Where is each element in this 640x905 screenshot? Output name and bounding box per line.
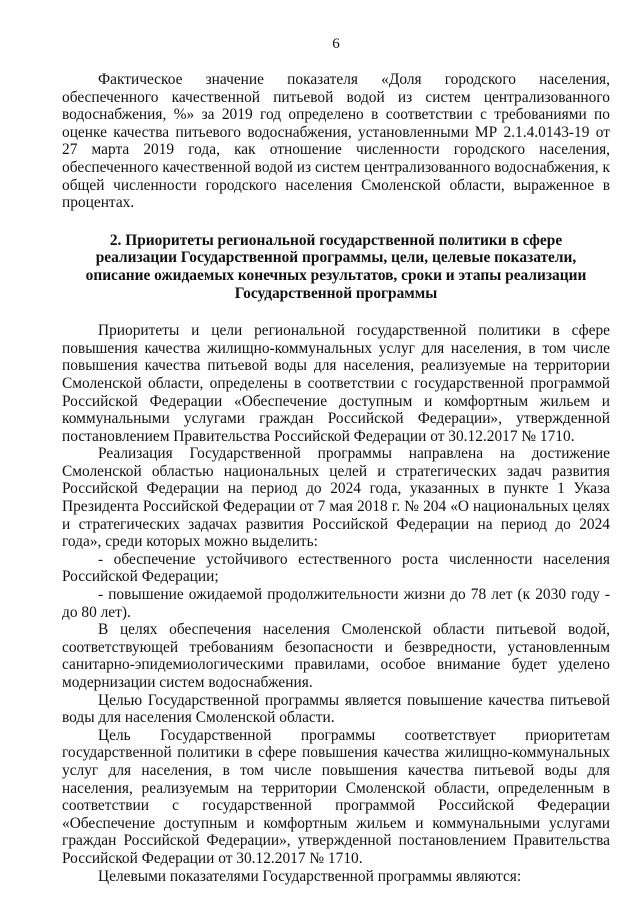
paragraph-target-indicators: Целевыми показателями Государственной программы являются: [98, 867, 522, 885]
intro-paragraph: Фактическое значение показателя «Доля городского населения, обеспеченного качественной питьевой водой из систем централизованного водоснабжения, %» за 2019 год определено в соответствии с требованиями по оценке качества питьевого водоснабжения, установленными МР 2.1.4.0143-19 от 27 марта 2019 года, как отношение численности городского населения, обеспеченного качественной водой из систем централизованного водоснабжения, к общей численности городского населения Смоленской области, выраженное в процентах. [62, 71, 610, 212]
paragraph-program-goal: Целью Государственной программы является повышение качества питьевой воды для населения Смоленской области. [62, 691, 610, 727]
document-page [62, 36, 610, 885]
paragraph-priorities: Приоритеты и цели региональной государственной политики в сфере повышения качества жилищно-коммунальных услуг для населения, в том числе повышения качества питьевой воды для населения, реализуемые на территории Смоленской области, определены в соответствии с государственной программой Российской Федерации «Обеспечение доступным и комфортным жильем и коммунальными услугами граждан Российской Федерации», утвержденной постановлением Правительства Российской Федерации от 30.12.2017 № 1710. [62, 322, 610, 445]
paragraph-water-supply: В целях обеспечения населения Смоленской области питьевой водой, соответствующей требованиям безопасности и безвредности, установленным санитарно-эпидемиологическими правилами, особое внимание будет уделено модернизации систем водоснабжения. [62, 621, 610, 691]
paragraph-implementation: Реализация Государственной программы направлена на достижение Смоленской областью национальных целей и стратегических задач развития Российской Федерации на период до 2024 года, указанных в пункте 1 Указа Президента Российской Федерации от 7 мая 2018 г. № 204 «О национальных целях и стратегических задачах развития Российской Федерации на период до 2024 года», среди которых можно выделить: [62, 445, 610, 551]
paragraph-goal-correspondence: Цель Государственной программы соответствует приоритетам государственной политики в сфере повышения качества жилищно-коммунальных услуг для населения, в том числе повышения качества питьевой воды для населения, реализуемым на территории Смоленской области, определенным в соответствии с государственной программой Российской Федерации «Обеспечение доступным и комфортным жильем и коммунальными услугами граждан Российской Федерации», утвержденной постановлением Правительства Российской Федерации от 30.12.2017 № 1710. [62, 726, 610, 867]
list-item-life-expectancy: - повышение ожидаемой продолжительности жизни до 78 лет (к 2030 году - до 80 лет). [62, 586, 610, 621]
section-heading: 2. Приоритеты региональной государственной политики в сфере реализации Государственной программы, цели, целевые показатели, описание ожидаемых конечных результатов, сроки и этапы реализации Государственной программы [85, 231, 587, 302]
page-number: 6 [332, 36, 340, 52]
list-item-population-growth: - обеспечение устойчивого естественного роста численности населения Российской Федерации; [62, 550, 610, 586]
